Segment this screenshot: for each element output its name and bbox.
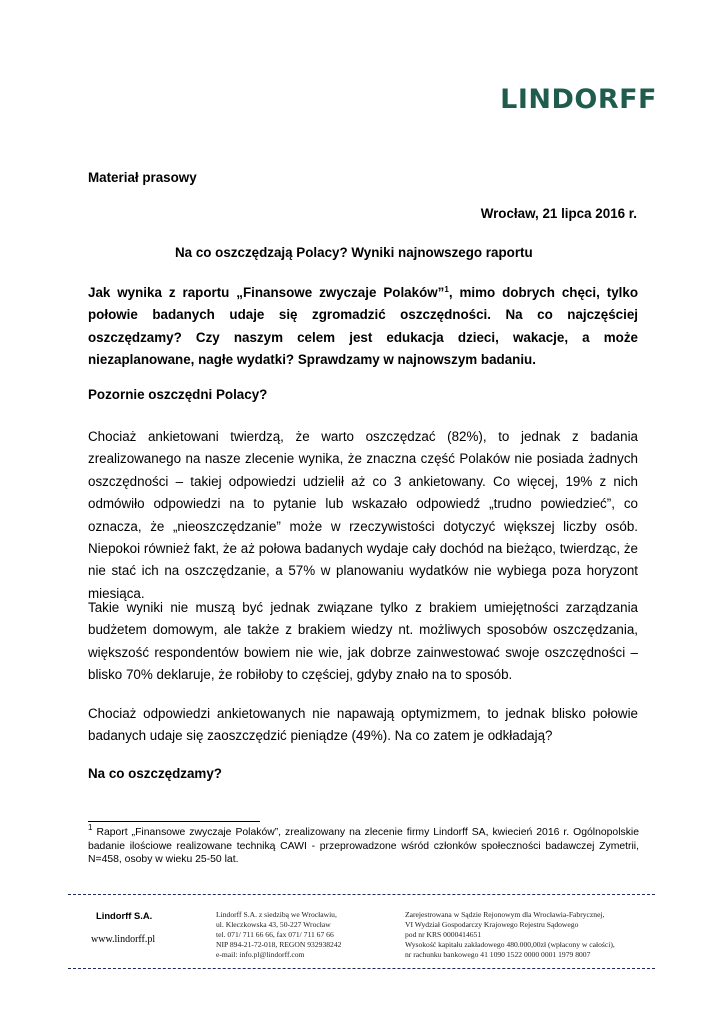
footer-address-line: tel. 071/ 711 66 66, fax 071/ 711 67 66 [216,929,334,939]
footer-company-name: Lindorff S.A. [96,910,153,921]
body-paragraph-3: Chociaż odpowiedzi ankietowanych nie napawają optymizmem, to jednak blisko połowie badanych udaje się zaoszczędzić pieniądze (49%). Na co zatem je odkładają? [88,706,638,744]
footer-address-line: ul. Kleczkowska 43, 50-227 Wrocław [216,919,331,929]
footer-email[interactable]: e-mail: info.pl@lindorff.com [216,949,305,959]
intro-text-start: Jak wynika z raportu „Finansowe zwyczaje Polaków” [88,285,445,300]
intro-text-end: , mimo dobrych chęci, tylko połowie badanych udaje się zgromadzić oszczędności. Na co najczęściej oszczędzamy? Czy naszym celem jest edukacja dzieci, wakacje, a może niezaplanowane, nagłe wydatki? Sprawdzamy w najnowszym badaniu. [88,285,638,367]
section-heading-1: Pozornie oszczędni Polacy? [88,387,268,402]
document-title: Na co oszczędzają Polacy? Wyniki najnowszego raportu [175,245,533,260]
footer-registry-line: nr rachunku bankowego 41 1090 1522 0000 0001 1979 8007 [405,949,591,959]
footer-registry-line: Zarejestrowana w Sądzie Rejonowym dla Wrocławia-Fabrycznej, [405,910,605,919]
document-type: Materiał prasowy [88,170,197,185]
intro-paragraph [88,282,638,371]
footer-address-line: NIP 894-21-72-018, REGON 932938242 [216,939,342,949]
footnote [88,823,639,867]
body-paragraph-1: Chociaż ankietowani twierdzą, że warto oszczędzać (82%), to jednak z badania zrealizowanego na nasze zlecenie wynika, że znaczna część Polaków nie posiada żadnych oszczędności – takiej odpowiedzi udzielił aż co 3 ankietowany. Co więcej, 19% z nich odmówiło odpowiedzi na to pytanie lub wskazało odpowiedź „trudno powiedzieć”, co oznacza, że „nieoszczędzanie” może w rzeczywistości dotyczyć większej liczby osób. Niepokoi również fakt, że aż połowa badanych wydaje cały dochód na bieżąco, twierdząc, że nie stać ich na oszczędzanie, a 57% w planowaniu wydatków nie wybiega poza horyzont miesiąca. [88,429,638,601]
document-date: Wrocław, 21 lipca 2016 r. [480,206,637,221]
footer-registry-line: pod nr KRS 0000414651 [405,929,482,939]
footer-registry-line: Wysokość kapitału zakładowego 480.000,00zł (wpłacony w całości), [405,939,615,949]
footnote-text: Raport „Finansowe zwyczaje Polaków”, zrealizowany na zlecenie firmy Lindorff SA, kwiecień 2016 r. Ogólnopolskie badanie ilościowe realizowane techniką CAWI - przeprowadzone wśród członków społeczności badawczej Zymetrii, N=458, osoby w wieku 25-50 lat. [88,827,639,866]
footer-registry-block [405,910,615,960]
footer-registry-line: VI Wydział Gospodarczy Krajowego Rejestru Sądowego [405,919,579,929]
company-logo: LINDORFF [500,84,657,115]
footer-website-link[interactable]: www.lindorff.pl [91,934,156,945]
footer-address-block [216,910,341,960]
footnote-separator [88,821,260,822]
body-paragraph-2: Takie wyniki nie muszą być jednak związane tylko z brakiem umiejętności zarządzania budżetem domowym, ale także z brakiem wiedzy nt. możliwych sposobów oszczędzania, większość respondentów bowiem nie wie, jak dobrze zainwestować swoje oszczędności – blisko 70% deklaruje, że robiłoby to częściej, gdyby znało na to sposób. [88,600,638,683]
footer-address-line: Lindorff S.A. z siedzibą we Wrocławiu, [216,910,337,919]
footnote-mark: 1 [88,823,93,832]
footer-top-divider [68,894,655,895]
section-heading-2: Na co oszczędzamy? [88,766,222,781]
footnote-reference: 1 [444,285,449,294]
footer-bottom-divider [68,968,655,969]
